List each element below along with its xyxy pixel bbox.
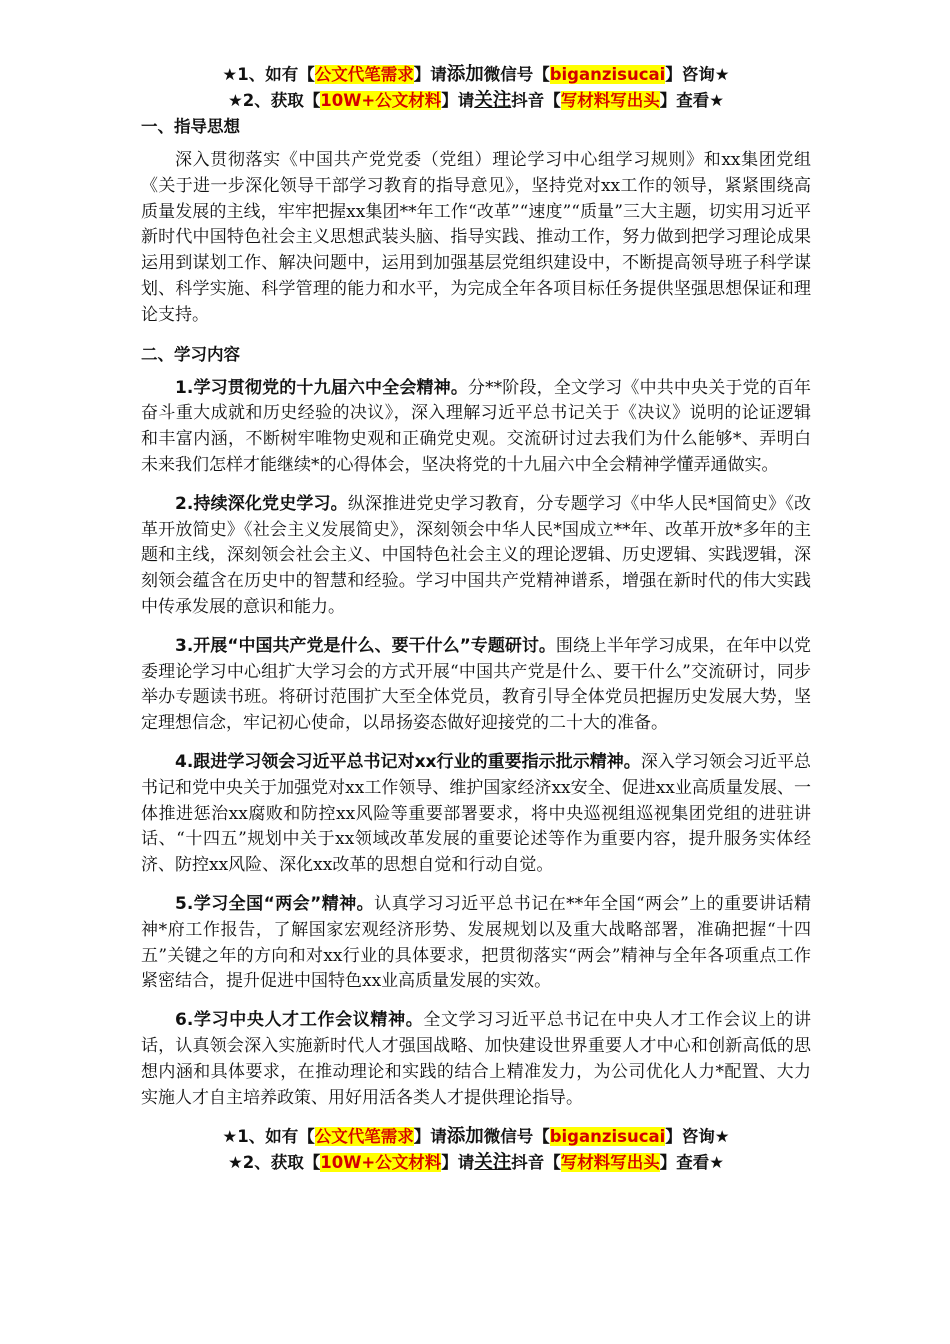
promo-text: 】查看★ xyxy=(659,1153,725,1173)
study-item-title: 6.学习中央人才工作会议精神。 xyxy=(175,1010,424,1031)
promo-text: 微信号【 xyxy=(483,65,550,84)
study-item-title: 2.持续深化党史学习。 xyxy=(175,493,348,514)
promo-text: ★2、获取【 xyxy=(227,1153,321,1173)
promo-highlight: 写材料写出头 xyxy=(560,1153,660,1173)
promo-text: ★1、如有【 xyxy=(222,1127,315,1147)
promo-line-2 xyxy=(141,88,811,114)
promo-text: 】请 xyxy=(413,65,447,84)
promo-wechat-id: biganzisucai xyxy=(549,65,666,84)
paragraph-guiding-thought: 深入贯彻落实《中国共产党党委（党组）理论学习中心组学习规则》和xx集团党组《关于进一步深化领导干部学习教育的指导意见》，坚持党对xx工作的领导，紧紧围绕高质量发展的主线，牢牢把握xx集团**年工作“改革”“速度”“质量”三大主题，切实用习近平新时代中国特色社会主义思想武装头脑、指导实践、推动工作，努力做到把学习理论成果运用到谋划工作、解决问题中，运用到加强基层党组织建设中，不断提高领导班子科学谋划、科学实施、科学管理的能力和水平，为完成全年各项目标任务提供坚强思想保证和理论支持。 xyxy=(141,150,811,325)
promo-banner-bottom xyxy=(141,1124,811,1176)
promo-text: 】查看★ xyxy=(659,91,725,110)
study-item-body: 全文学习习近平总书记在中央人才工作会议上的讲话，认真领会深入实施新时代人才强国战略、加快建设世界重要人才中心和创新高低的思想内涵和具体要求，在推动理论和实践的结合上精准发力，为公司优化人力*配置、大力实施人才自主培养政策、用好用活各类人才提供理论指导。 xyxy=(141,1010,811,1108)
study-item-2 xyxy=(141,492,811,621)
promo-highlight: 10W+公文材料 xyxy=(320,1153,442,1173)
promo-text: 】咨询★ xyxy=(665,65,730,84)
study-item-6 xyxy=(141,1008,811,1111)
study-item-body: 纵深推进党史学习教育，分专题学习《中华人民*国简史》《改革开放简史》《社会主义发展简史》，深刻领会中华人民*国成立**年、改革开放*多年的主题和主线，深刻领会社会主义、中国特色社会主义的理论逻辑、历史逻辑、实践逻辑，深刻领会蕴含在历史中的智慧和经验。学习中国共产党精神谱系，增强在新时代的伟大实践中传承发展的意识和能力。 xyxy=(141,493,811,617)
study-item-body: 分**阶段，全文学习《中共中央关于党的百年奋斗重大成就和历史经验的决议》，深入理解习近平总书记关于《决议》说明的论证逻辑和丰富内涵，不断树牢唯物史观和正确党史观。交流研讨过去我们为什么能够*、弄明白未来我们怎样才能继续*的心得体会，坚决将党的十九届六中全会精神学懂弄通做实。 xyxy=(141,377,811,475)
study-item-title: 3.开展“中国共产党是什么、要干什么”专题研讨。 xyxy=(175,635,556,656)
study-item-body: 围绕上半年学习成果，在年中以党委理论学习中心组扩大学习会的方式开展“中国共产党是什么、要干什么”交流研讨，同步举办专题读书班。将研讨范围扩大至全体党员，教育引导全体党员把握历史发展大势，坚定理想信念，牢记初心使命，以昂扬姿态做好迎接党的二十大的准备。 xyxy=(141,635,811,734)
promo-line-2 xyxy=(141,1150,811,1176)
promo-banner-top xyxy=(141,62,811,114)
section-heading-guiding-thought: 一、指导思想 xyxy=(141,117,240,136)
promo-text: 】请 xyxy=(413,1127,447,1147)
study-item-title: 4.跟进学习领会习近平总书记对xx行业的重要指示批示精神。 xyxy=(175,751,641,772)
promo-text: 抖音【 xyxy=(511,1153,561,1173)
study-item-1 xyxy=(141,376,811,479)
study-item-5 xyxy=(141,892,811,995)
study-item-body: 深入学习领会习近平总书记和党中央关于加强党对xx工作领导、维护国家经济xx安全、促进xx业高质量发展、一体推进惩治xx腐败和防控xx风险等重要部署要求，将中央巡视组巡视集团党组的进驻讲话、“十四五”规划中关于xx领域改革发展的重要论述等作为重要内容，提升服务实体经济、防控xx风险、深化xx改革的思想自觉和行动自觉。 xyxy=(141,751,812,876)
promo-line-1 xyxy=(141,62,811,88)
promo-text: 抖音【 xyxy=(511,91,561,110)
promo-emphasis: 添加 xyxy=(446,64,484,85)
promo-highlight: 写材料写出头 xyxy=(560,91,660,110)
study-item-title: 5.学习全国“两会”精神。 xyxy=(175,893,375,914)
promo-highlight: 公文代笔需求 xyxy=(314,65,414,84)
promo-wechat-id: biganzisucai xyxy=(549,1127,666,1147)
study-item-4 xyxy=(141,750,811,879)
promo-line-1 xyxy=(141,1124,811,1150)
promo-highlight: 10W+公文材料 xyxy=(320,91,442,110)
promo-emphasis: 关注 xyxy=(474,1152,512,1174)
section-heading-study-content: 二、学习内容 xyxy=(141,344,240,364)
study-item-3 xyxy=(141,634,811,737)
study-item-body: 认真学习习近平总书记在**年全国“两会”上的重要讲话精神*府工作报告，了解国家宏观经济形势、发展规划以及重大战略部署，准确把握“十四五”关键之年的方向和对xx行业的具体要求，把贯彻落实“两会”精神与全年各项重点工作紧密结合，提升促进中国特色xx业高质量发展的实效。 xyxy=(141,893,811,992)
promo-emphasis: 添加 xyxy=(446,1126,484,1148)
promo-text: ★2、获取【 xyxy=(227,91,321,110)
promo-text: 】咨询★ xyxy=(665,1127,730,1147)
promo-text: 微信号【 xyxy=(483,1127,550,1147)
promo-text: ★1、如有【 xyxy=(222,65,315,84)
study-item-title: 1.学习贯彻党的十九届六中全会精神。 xyxy=(175,377,468,398)
document-page xyxy=(141,62,811,1176)
promo-emphasis: 关注 xyxy=(474,90,512,111)
promo-text: 】请 xyxy=(441,1153,475,1173)
promo-text: 】请 xyxy=(441,91,475,110)
promo-highlight: 公文代笔需求 xyxy=(314,1127,414,1147)
